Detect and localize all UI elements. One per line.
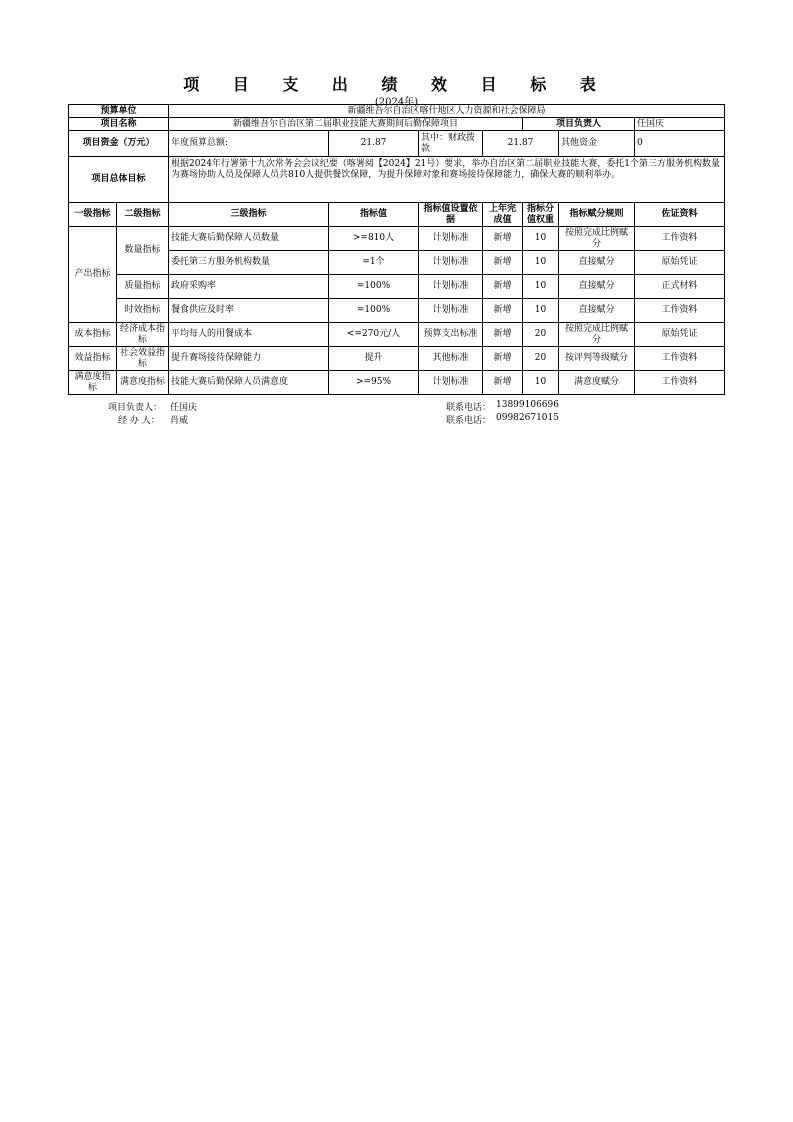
annual-budget-label: 年度预算总额: — [169, 131, 329, 157]
indicator-value: =100% — [329, 275, 419, 299]
indicator-weight: 10 — [523, 251, 559, 275]
indicator-evidence: 工作资料 — [635, 227, 725, 251]
indicator-basis: 其他标准 — [419, 347, 483, 371]
indicator-weight: 10 — [523, 275, 559, 299]
group-quality: 质量指标 — [117, 275, 169, 299]
indicator-rule: 按评判等级赋分 — [559, 347, 635, 371]
indicator-last: 新增 — [483, 371, 523, 395]
indicator-value: =1个 — [329, 251, 419, 275]
budget-unit-label: 预算单位 — [69, 105, 169, 118]
other-funds-label: 其他资金 — [559, 131, 635, 157]
indicator-last: 新增 — [483, 299, 523, 323]
indicator-name: 技能大赛后勤保障人员数量 — [169, 227, 329, 251]
indicator-evidence: 正式材料 — [635, 275, 725, 299]
indicator-basis: 预算支出标准 — [419, 323, 483, 347]
table-row — [69, 371, 725, 395]
table-row — [69, 347, 725, 371]
fiscal-label: 其中：财政拨款 — [419, 131, 483, 157]
page-year: (2024年) — [374, 97, 419, 108]
col-level1: 一级指标 — [69, 203, 117, 227]
indicator-value: >=95% — [329, 371, 419, 395]
fiscal-value: 21.87 — [483, 131, 559, 157]
indicator-evidence: 原始凭证 — [635, 323, 725, 347]
indicator-weight: 10 — [523, 227, 559, 251]
indicator-evidence: 原始凭证 — [635, 251, 725, 275]
project-name-label: 项目名称 — [69, 118, 169, 131]
col-basis: 指标值设置依据 — [419, 203, 483, 227]
indicator-rule: 直接赋分 — [559, 299, 635, 323]
col-value: 指标值 — [329, 203, 419, 227]
indicator-rule: 按照完成比例赋分 — [559, 323, 635, 347]
indicator-basis: 计划标准 — [419, 275, 483, 299]
indicator-name: 平均每人的用餐成本 — [169, 323, 329, 347]
group-econ-cost: 经济成本指标 — [117, 323, 169, 347]
indicator-basis: 计划标准 — [419, 371, 483, 395]
indicator-last: 新增 — [483, 323, 523, 347]
indicator-rule: 满意度赋分 — [559, 371, 635, 395]
performance-table — [68, 104, 725, 395]
group-satisfaction: 满意度指标 — [69, 371, 117, 395]
indicator-rule: 直接赋分 — [559, 251, 635, 275]
indicator-rule: 按照完成比例赋分 — [559, 227, 635, 251]
indicator-last: 新增 — [483, 227, 523, 251]
indicator-evidence: 工作资料 — [635, 299, 725, 323]
col-weight: 指标分值权重 — [523, 203, 559, 227]
table-row — [69, 227, 725, 251]
funds-label: 项目资金（万元） — [69, 131, 169, 157]
group-cost: 成本指标 — [69, 323, 117, 347]
footer-leader-phone-value: 13899106696 — [496, 400, 559, 410]
indicator-last: 新增 — [483, 275, 523, 299]
footer-leader-label: 项目负责人： — [108, 403, 163, 413]
indicator-basis: 计划标准 — [419, 299, 483, 323]
indicator-last: 新增 — [483, 347, 523, 371]
col-level3: 三级指标 — [169, 203, 329, 227]
project-leader-value: 任国庆 — [635, 118, 725, 131]
table-row — [69, 275, 725, 299]
goal-value: 根据2024年行署第十九次常务会会议纪要（喀署阅【2024】21号）要求，举办自治区第二届职业技能大赛，委托1个第三方服务机构数量为赛场协助人员及保障人员共810人提供餐饮保障，为提升保障对象和赛场接待保障能力，确保大赛的顺利举办。 — [169, 157, 725, 203]
indicator-weight: 10 — [523, 299, 559, 323]
group-timeliness: 时效指标 — [117, 299, 169, 323]
col-evidence: 佐证资料 — [635, 203, 725, 227]
indicator-evidence: 工作资料 — [635, 347, 725, 371]
col-level2: 二级指标 — [117, 203, 169, 227]
group-social: 社会效益指标 — [117, 347, 169, 371]
indicator-last: 新增 — [483, 251, 523, 275]
footer-handler-phone-value: 09982671015 — [496, 413, 559, 423]
indicator-weight: 20 — [523, 347, 559, 371]
goal-label: 项目总体目标 — [69, 157, 169, 203]
table-row — [69, 323, 725, 347]
indicator-name: 技能大赛后勤保障人员满意度 — [169, 371, 329, 395]
group-quantity: 数量指标 — [117, 227, 169, 275]
project-name-value: 新疆维吾尔自治区第二届职业技能大赛期间后勤保障项目 — [169, 118, 523, 131]
indicator-name: 提升赛场接待保障能力 — [169, 347, 329, 371]
indicator-name: 餐食供应及时率 — [169, 299, 329, 323]
indicator-value: =100% — [329, 299, 419, 323]
budget-unit-value: 新疆维吾尔自治区喀什地区人力资源和社会保障局 — [169, 105, 725, 118]
table-row — [69, 299, 725, 323]
page-title: 项 目 支 出 绩 效 目 标 表 — [183, 75, 610, 94]
col-last: 上年完成值 — [483, 203, 523, 227]
indicator-weight: 10 — [523, 371, 559, 395]
project-leader-label: 项目负责人 — [523, 118, 635, 131]
footer-handler-value: 肖威 — [170, 416, 189, 426]
annual-budget-value: 21.87 — [329, 131, 419, 157]
col-rule: 指标赋分规则 — [559, 203, 635, 227]
indicator-rule: 直接赋分 — [559, 275, 635, 299]
indicator-name: 委托第三方服务机构数量 — [169, 251, 329, 275]
indicator-weight: 20 — [523, 323, 559, 347]
footer-leader-value: 任国庆 — [170, 403, 198, 413]
footer-handler-phone-label: 联系电话： — [446, 416, 492, 426]
indicator-evidence: 工作资料 — [635, 371, 725, 395]
indicator-value: 提升 — [329, 347, 419, 371]
indicator-basis: 计划标准 — [419, 251, 483, 275]
footer-leader-phone-label: 联系电话： — [446, 403, 492, 413]
indicator-name: 政府采购率 — [169, 275, 329, 299]
indicator-value: <=270元/人 — [329, 323, 419, 347]
footer-handler-label: 经 办 人： — [118, 416, 160, 426]
other-funds-value: 0 — [635, 131, 725, 157]
indicator-value: >=810人 — [329, 227, 419, 251]
indicator-basis: 计划标准 — [419, 227, 483, 251]
group-benefit: 效益指标 — [69, 347, 117, 371]
group-satisfaction2: 满意度指标 — [117, 371, 169, 395]
group-output: 产出指标 — [69, 227, 117, 323]
